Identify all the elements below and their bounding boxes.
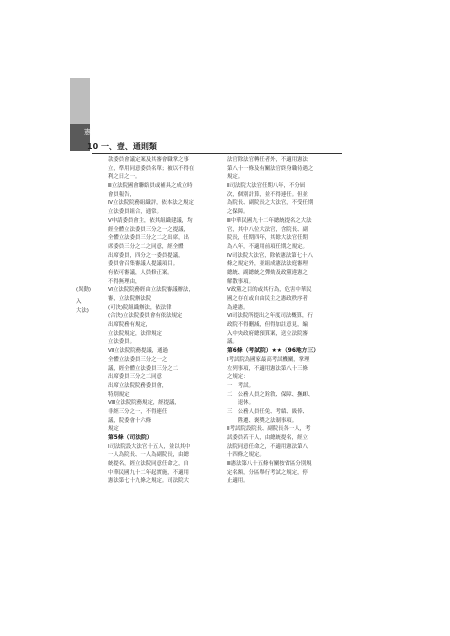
right-column-line: Ⅰ考試院為國家最高考試機關，掌理 (227, 356, 310, 363)
right-column-line: 二 公務人員之銓敘、保障、撫卹、 (227, 391, 314, 398)
left-column-line: 立法院規定，法律規定 (108, 330, 162, 337)
left-column-line: 席委員三分之二之同意，經全體 (108, 243, 184, 250)
left-column-line: 立，準用同意委員名單；被以不得在 (108, 165, 195, 172)
right-column-line: 議。 (227, 339, 238, 346)
right-column-line: Ⅲ中華民國九十二年總統提名之大法 (227, 217, 312, 224)
left-column-line: 議，經全體立法委員三分之二 (108, 365, 179, 372)
right-column-line: 為院長、副院長之大法官，不受任期 (227, 200, 314, 207)
page-header (87, 141, 157, 152)
left-column-line: 非經三分之一，不得連任 (108, 408, 168, 415)
left-column-line: Ⅴ申請委員會主，依其組織建議，均 (108, 217, 193, 224)
left-column-line: 出席委員三分之二同意 (108, 374, 162, 381)
right-column-line: Ⅴ政黨之目的或其行為，危害中華民 (227, 287, 312, 294)
right-column-line: Ⅲ憲法第八十五條有關按省區分別規 (227, 461, 312, 468)
right-column-line: 之規定： (227, 374, 249, 381)
left-column-line: (合決)立法院委員會有依法規定 (108, 313, 183, 320)
right-column-line: 三 公務人員任免、考績、級俸、 (227, 408, 308, 415)
right-column-line: 止適用。 (227, 478, 249, 485)
left-column-line: 出席委員，四分之一委員提議， (108, 252, 184, 259)
right-column-line: 國之存在或自由民主之憲政秩序者 (227, 296, 308, 302)
left-column-line: 全體立法委員三分之一之 (108, 356, 168, 363)
right-column-line: 總統、副總統之彈劾及政黨違憲之 (227, 269, 308, 276)
left-column-line: 審，立法院辦法院 (108, 296, 152, 302)
side-tab-light (70, 78, 90, 124)
margin-note-3: 大法) (76, 308, 89, 314)
left-column-line: 不得無理由， (108, 278, 141, 285)
left-column-line: 出席立法院院務委員會， (108, 382, 168, 389)
right-column-line: 次，個別計算，並不得連任。但並 (227, 191, 308, 198)
right-column-line: 政院不得刪減，但得加註意見，編 (227, 322, 308, 329)
right-column-line: 一 考試。 (227, 382, 254, 389)
left-column-line: 統提名，經立法院同意任命之，自 (108, 461, 189, 468)
right-column-line: 第八十一條及有關法官終身職待遇之 (227, 165, 314, 172)
left-column-line: 特別規定 (108, 391, 130, 398)
right-column-line: 法官除法官轉任者外，不適用憲法 (227, 157, 308, 163)
left-column-line: 委員會召集審議人提議項目。 (108, 261, 179, 268)
left-column-line: 全體立法委員三分之二之出席，出 (108, 235, 189, 242)
right-column-line: 之保障。 (227, 209, 249, 216)
left-column (108, 156, 224, 486)
left-column-line: 議，院委會十六條 (108, 417, 152, 424)
right-column-line: 十四條之規定。 (227, 452, 265, 459)
right-column-line: Ⅵ司法院所提出之年度司法概算，行 (227, 313, 313, 320)
left-column-line: 有依可審議，人員修正案。 (108, 269, 173, 276)
right-column-line: 入中央政府總預算案，送立法院審 (227, 330, 308, 337)
right-column-line: 定名額，分區舉行考試之規定，停 (227, 469, 308, 476)
left-column-line: Ⅲ立法院國會聯絡員或補具之成立時 (108, 183, 193, 190)
right-column-line: Ⅱ司法院大法官任期八年，不分屆 (227, 183, 306, 190)
left-column-line: Ⅷ立法院院務規定，經提議， (108, 400, 180, 407)
margin-note-2: 入 (76, 299, 82, 305)
left-column-line: 會員報告， (108, 191, 135, 198)
left-column-line: 第5條（司法院） (108, 435, 153, 441)
left-column-line: 經全體立法委員三分之一之提議， (108, 226, 189, 233)
right-column-line: 左列事項，不適用憲法第八十三條 (227, 365, 308, 372)
right-column-line: 試委員若干人，由總統提名，經立 (227, 435, 308, 441)
right-column-line: Ⅱ考試院設院長、副院長各一人，考 (227, 426, 311, 433)
right-column-line: 規定。 (227, 174, 244, 181)
left-column-line: Ⅳ立法院院務組織評，依本法之規定 (108, 200, 194, 207)
right-column-line: 官，其中八位大法官，含院長、副 (227, 226, 308, 233)
right-column-line: 解散事項。 (227, 278, 254, 285)
header-rule (92, 153, 342, 154)
left-column-line: Ⅰ司法院設大法官十五人，並以其中 (108, 443, 191, 450)
right-column (227, 156, 344, 486)
right-column-line: 院長，任期四年，其餘大法官任期 (227, 235, 308, 242)
right-column-line: 為八年，不適用前項任期之規定。 (227, 243, 308, 250)
left-column-line: 款委員會議定案及其審會職掌之事 (108, 157, 189, 163)
right-column-line: 退休。 (227, 400, 254, 407)
margin-note-1: (異動) (76, 287, 91, 293)
left-column-line: 立法委員組合，通常。 (108, 209, 162, 216)
right-column-line: 陞遷、褒獎之法制事項。 (227, 417, 298, 424)
left-column-line: 規定 (108, 426, 119, 433)
right-column-line: 法院同意任命之，不適用憲法第八 (227, 443, 308, 450)
left-column-line: Ⅶ立法院院務提議，通過 (108, 348, 168, 355)
left-column-line: Ⅵ立法院院務經由立法院審議辦法， (108, 287, 194, 294)
left-column-line: (可決)院組織辦法，依法律 (108, 304, 172, 311)
right-column-line: 條之規定外，並組成憲法法庭審理 (227, 261, 308, 268)
left-column-line: 利之日之一。 (108, 174, 141, 181)
left-column-line: 立法委員。 (108, 339, 135, 346)
page-number: 10 (87, 142, 99, 151)
right-column-line: Ⅳ司法院大法官，除依憲法第七十八 (227, 252, 313, 259)
left-column-line: 中華民國九十二年起實施，不適用 (108, 469, 189, 476)
left-column-line: 憲法第七十九條之規定。司法院大 (108, 478, 189, 485)
right-column-line: 第6條（考試院）★★（96地方三） (227, 348, 320, 355)
right-column-line: 為違憲。 (227, 304, 249, 311)
left-column-line: 出席院務有規定， (108, 322, 152, 329)
running-title: 一、壹、通則類 (100, 142, 157, 151)
left-column-line: 一人為院長、一人為副院長，由總 (108, 452, 189, 459)
side-tab-mark: 憲 (84, 128, 91, 136)
